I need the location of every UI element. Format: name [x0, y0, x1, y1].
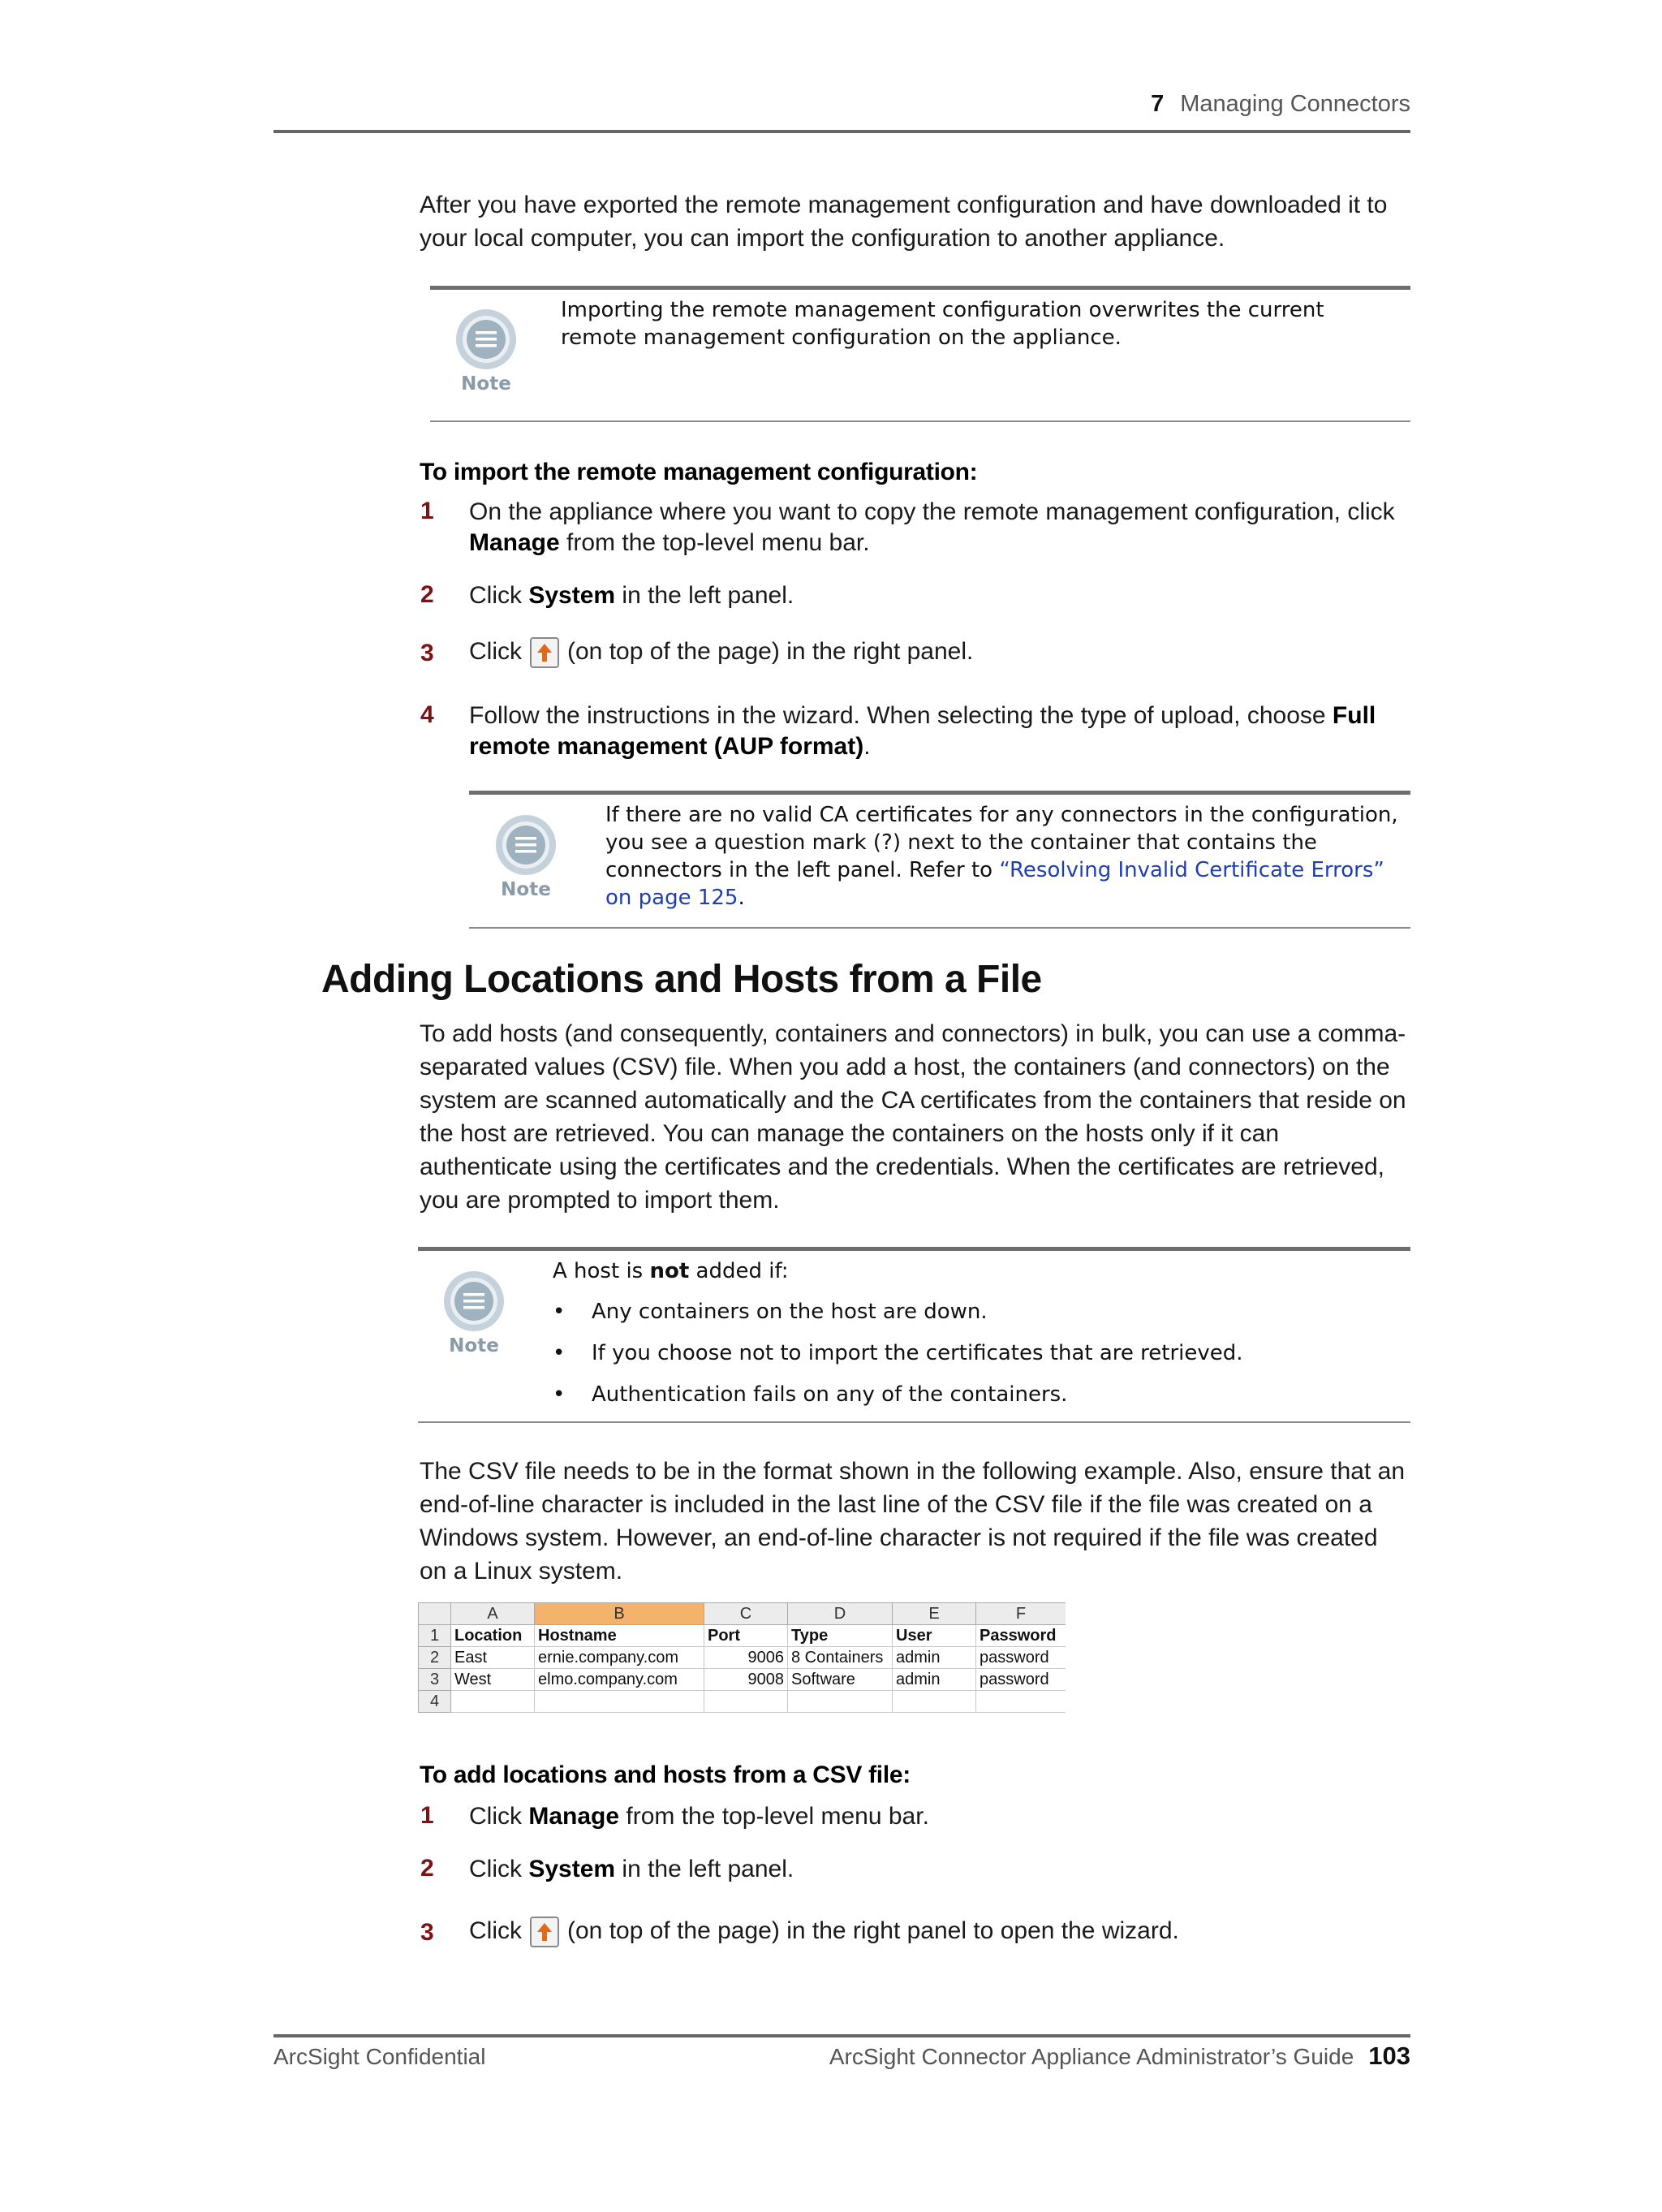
note3-intro-pre: A host is	[553, 1259, 650, 1283]
note-icon	[443, 1270, 505, 1332]
footer-guide-title: ArcSight Connector Appliance Administrator’s Guide	[829, 2044, 1354, 2069]
table-cell: Software	[788, 1669, 893, 1691]
corner-cell	[419, 1603, 451, 1625]
step-text-post: (on top of the page) in the right panel to open the wizard.	[567, 1917, 1179, 1944]
row-number: 1	[419, 1625, 451, 1647]
list-item: • If you choose not to import the certificates that are retrieved.	[553, 1339, 1405, 1368]
section-paragraph: To add hosts (and consequently, containers and connectors) in bulk, you can use a comma-separated values (CSV) file. When you add a host, the containers (and connectors) on the system are scanned automatically and the CA certificates from the containers that reside on the host are retrieved. You can manage the containers on the hosts only if it can authenticate using the certificates and the credentials. When the certificates are retrieved, you are prompted to import them.	[420, 1020, 1406, 1214]
upload-icon	[530, 637, 559, 668]
procedure2-step1-text	[469, 1801, 1410, 1832]
note2-text-post: .	[738, 886, 745, 910]
step-text-pre: Click	[469, 1917, 522, 1944]
step-text-pre: Click	[469, 638, 522, 665]
step-text-pre: Follow the instructions in the wizard. When selecting the type of upload, choose	[469, 702, 1333, 729]
table-cell: admin	[893, 1647, 976, 1669]
procedure1-step1-number: 1	[420, 498, 434, 524]
step-text-pre: Click	[469, 582, 529, 609]
procedure1-step3-text	[469, 636, 1410, 668]
note1-bottom-rule	[430, 420, 1410, 422]
step-text-post: .	[863, 733, 871, 760]
procedure2-step3-number: 3	[420, 1919, 434, 1946]
table-cell	[893, 1691, 976, 1713]
note3-bottom-rule	[418, 1421, 1410, 1423]
procedure2-step1-number: 1	[420, 1802, 434, 1829]
note-icon	[495, 814, 557, 876]
column-header-selected: B	[535, 1603, 704, 1625]
upload-icon	[530, 1917, 559, 1947]
note2-icon	[495, 814, 557, 900]
menu-manage: Manage	[469, 529, 560, 556]
section-heading: Adding Locations and Hosts from a File	[321, 958, 1042, 1001]
column-header: F	[976, 1603, 1066, 1625]
step-text-post: from the top-level menu bar.	[559, 529, 870, 556]
procedure1-step4-number: 4	[420, 701, 434, 728]
menu-manage: Manage	[528, 1803, 620, 1830]
csv-spreadsheet-example	[418, 1602, 1066, 1716]
step-text-pre: On the appliance where you want to copy the remote management configuration, click	[469, 498, 1395, 525]
list-item: • Authentication fails on any of the containers.	[553, 1380, 1405, 1409]
procedure2-step3-text	[469, 1916, 1410, 1947]
procedure1-step2-number: 2	[420, 581, 434, 608]
footer-confidential: ArcSight Confidential	[273, 2044, 486, 2069]
table-cell: elmo.company.com	[535, 1669, 704, 1691]
note3-top-rule	[418, 1247, 1410, 1251]
table-cell: password	[976, 1647, 1066, 1669]
note2-text	[605, 801, 1409, 912]
note1-icon	[455, 308, 517, 395]
table-cell: East	[451, 1647, 535, 1669]
intro-paragraph: After you have exported the remote management configuration and have downloaded it to your local computer, you can import the configuration to another appliance.	[420, 192, 1388, 252]
table-cell: Type	[788, 1625, 893, 1647]
note1-label: Note	[461, 373, 511, 395]
step-text-post: in the left panel.	[615, 582, 794, 609]
procedure1-step1-text	[469, 497, 1410, 558]
list-item: • Any containers on the host are down.	[553, 1297, 1405, 1326]
procedure2-title: To add locations and hosts from a CSV file:	[420, 1761, 911, 1788]
upload-type-option: Full remote management (AUP format)	[469, 702, 1376, 760]
table-cell: Hostname	[535, 1625, 704, 1647]
menu-system: System	[528, 582, 616, 609]
page-number: 103	[1368, 2042, 1410, 2070]
note-icon	[455, 308, 517, 370]
column-header: E	[893, 1603, 976, 1625]
step-text-post: from the top-level menu bar.	[619, 1803, 929, 1830]
column-header: C	[704, 1603, 788, 1625]
procedure2-step2-text	[469, 1854, 1410, 1885]
note2-bottom-rule	[469, 927, 1410, 929]
note1-top-rule	[430, 286, 1410, 290]
table-cell: ernie.company.com	[535, 1647, 704, 1669]
spreadsheet-table	[418, 1602, 1066, 1713]
table-cell: Port	[704, 1625, 788, 1647]
procedure1-step2-text	[469, 580, 1410, 611]
note3-label: Note	[449, 1335, 499, 1356]
note2-label: Note	[501, 879, 551, 900]
step-text-pre: Click	[469, 1803, 529, 1830]
note3-intro-bold: not	[649, 1259, 690, 1283]
chapter-title: Managing Connectors	[1180, 91, 1410, 117]
step-text-post: (on top of the page) in the right panel.	[567, 638, 974, 665]
note3-bullet-list	[553, 1297, 1405, 1409]
table-cell	[535, 1691, 704, 1713]
table-cell: password	[976, 1669, 1066, 1691]
table-row	[419, 1647, 1066, 1669]
table-cell: admin	[893, 1669, 976, 1691]
running-header	[1151, 91, 1410, 118]
table-cell: 9008	[704, 1669, 788, 1691]
table-row	[419, 1625, 1066, 1647]
table-cell: 9006	[704, 1647, 788, 1669]
step-text-post: in the left panel.	[615, 1856, 794, 1882]
footer-right	[829, 2042, 1410, 2071]
note1-text: Importing the remote management configuration overwrites the current remote management configuration on the appliance.	[561, 298, 1324, 350]
table-row	[419, 1691, 1066, 1713]
row-number: 2	[419, 1647, 451, 1669]
column-header: A	[451, 1603, 535, 1625]
row-number: 3	[419, 1669, 451, 1691]
procedure1-title: To import the remote management configuration:	[420, 459, 978, 485]
table-cell	[788, 1691, 893, 1713]
procedure2-step2-number: 2	[420, 1855, 434, 1882]
cross-reference-link[interactable]: “Resolving Invalid Certificate Errors” on page 125	[605, 858, 1384, 910]
note3-intro	[553, 1257, 1405, 1285]
table-row	[419, 1669, 1066, 1691]
column-header: D	[788, 1603, 893, 1625]
note3-intro-post: added if:	[689, 1259, 789, 1283]
header-rule	[273, 130, 1410, 133]
row-number: 4	[419, 1691, 451, 1713]
table-cell	[451, 1691, 535, 1713]
procedure1-step4-text	[469, 701, 1410, 762]
table-cell: Password	[976, 1625, 1066, 1647]
menu-system: System	[528, 1856, 616, 1882]
table-cell: 8 Containers	[788, 1647, 893, 1669]
procedure1-step3-number: 3	[420, 640, 434, 666]
table-cell: Location	[451, 1625, 535, 1647]
note3-icon	[443, 1270, 505, 1356]
csv-paragraph: The CSV file needs to be in the format shown in the following example. Also, ensure that an end-of-line character is included in the last line of the CSV file if the file was created on a Windows system. However, an end-of-line character is not required if the file was created on a Linux system.	[420, 1458, 1406, 1585]
table-cell: User	[893, 1625, 976, 1647]
table-cell	[704, 1691, 788, 1713]
footer-rule	[273, 2034, 1410, 2037]
step-text-pre: Click	[469, 1856, 529, 1882]
table-cell	[976, 1691, 1066, 1713]
chapter-number: 7	[1151, 91, 1165, 117]
note2-top-rule	[469, 791, 1410, 795]
note3-text	[553, 1257, 1405, 1409]
table-cell: West	[451, 1669, 535, 1691]
note2-text-pre: If there are no valid CA certificates for any connectors in the configuration, you see a question mark (?) next to the container that contains the connectors in the left panel. Refer to	[605, 803, 1398, 882]
